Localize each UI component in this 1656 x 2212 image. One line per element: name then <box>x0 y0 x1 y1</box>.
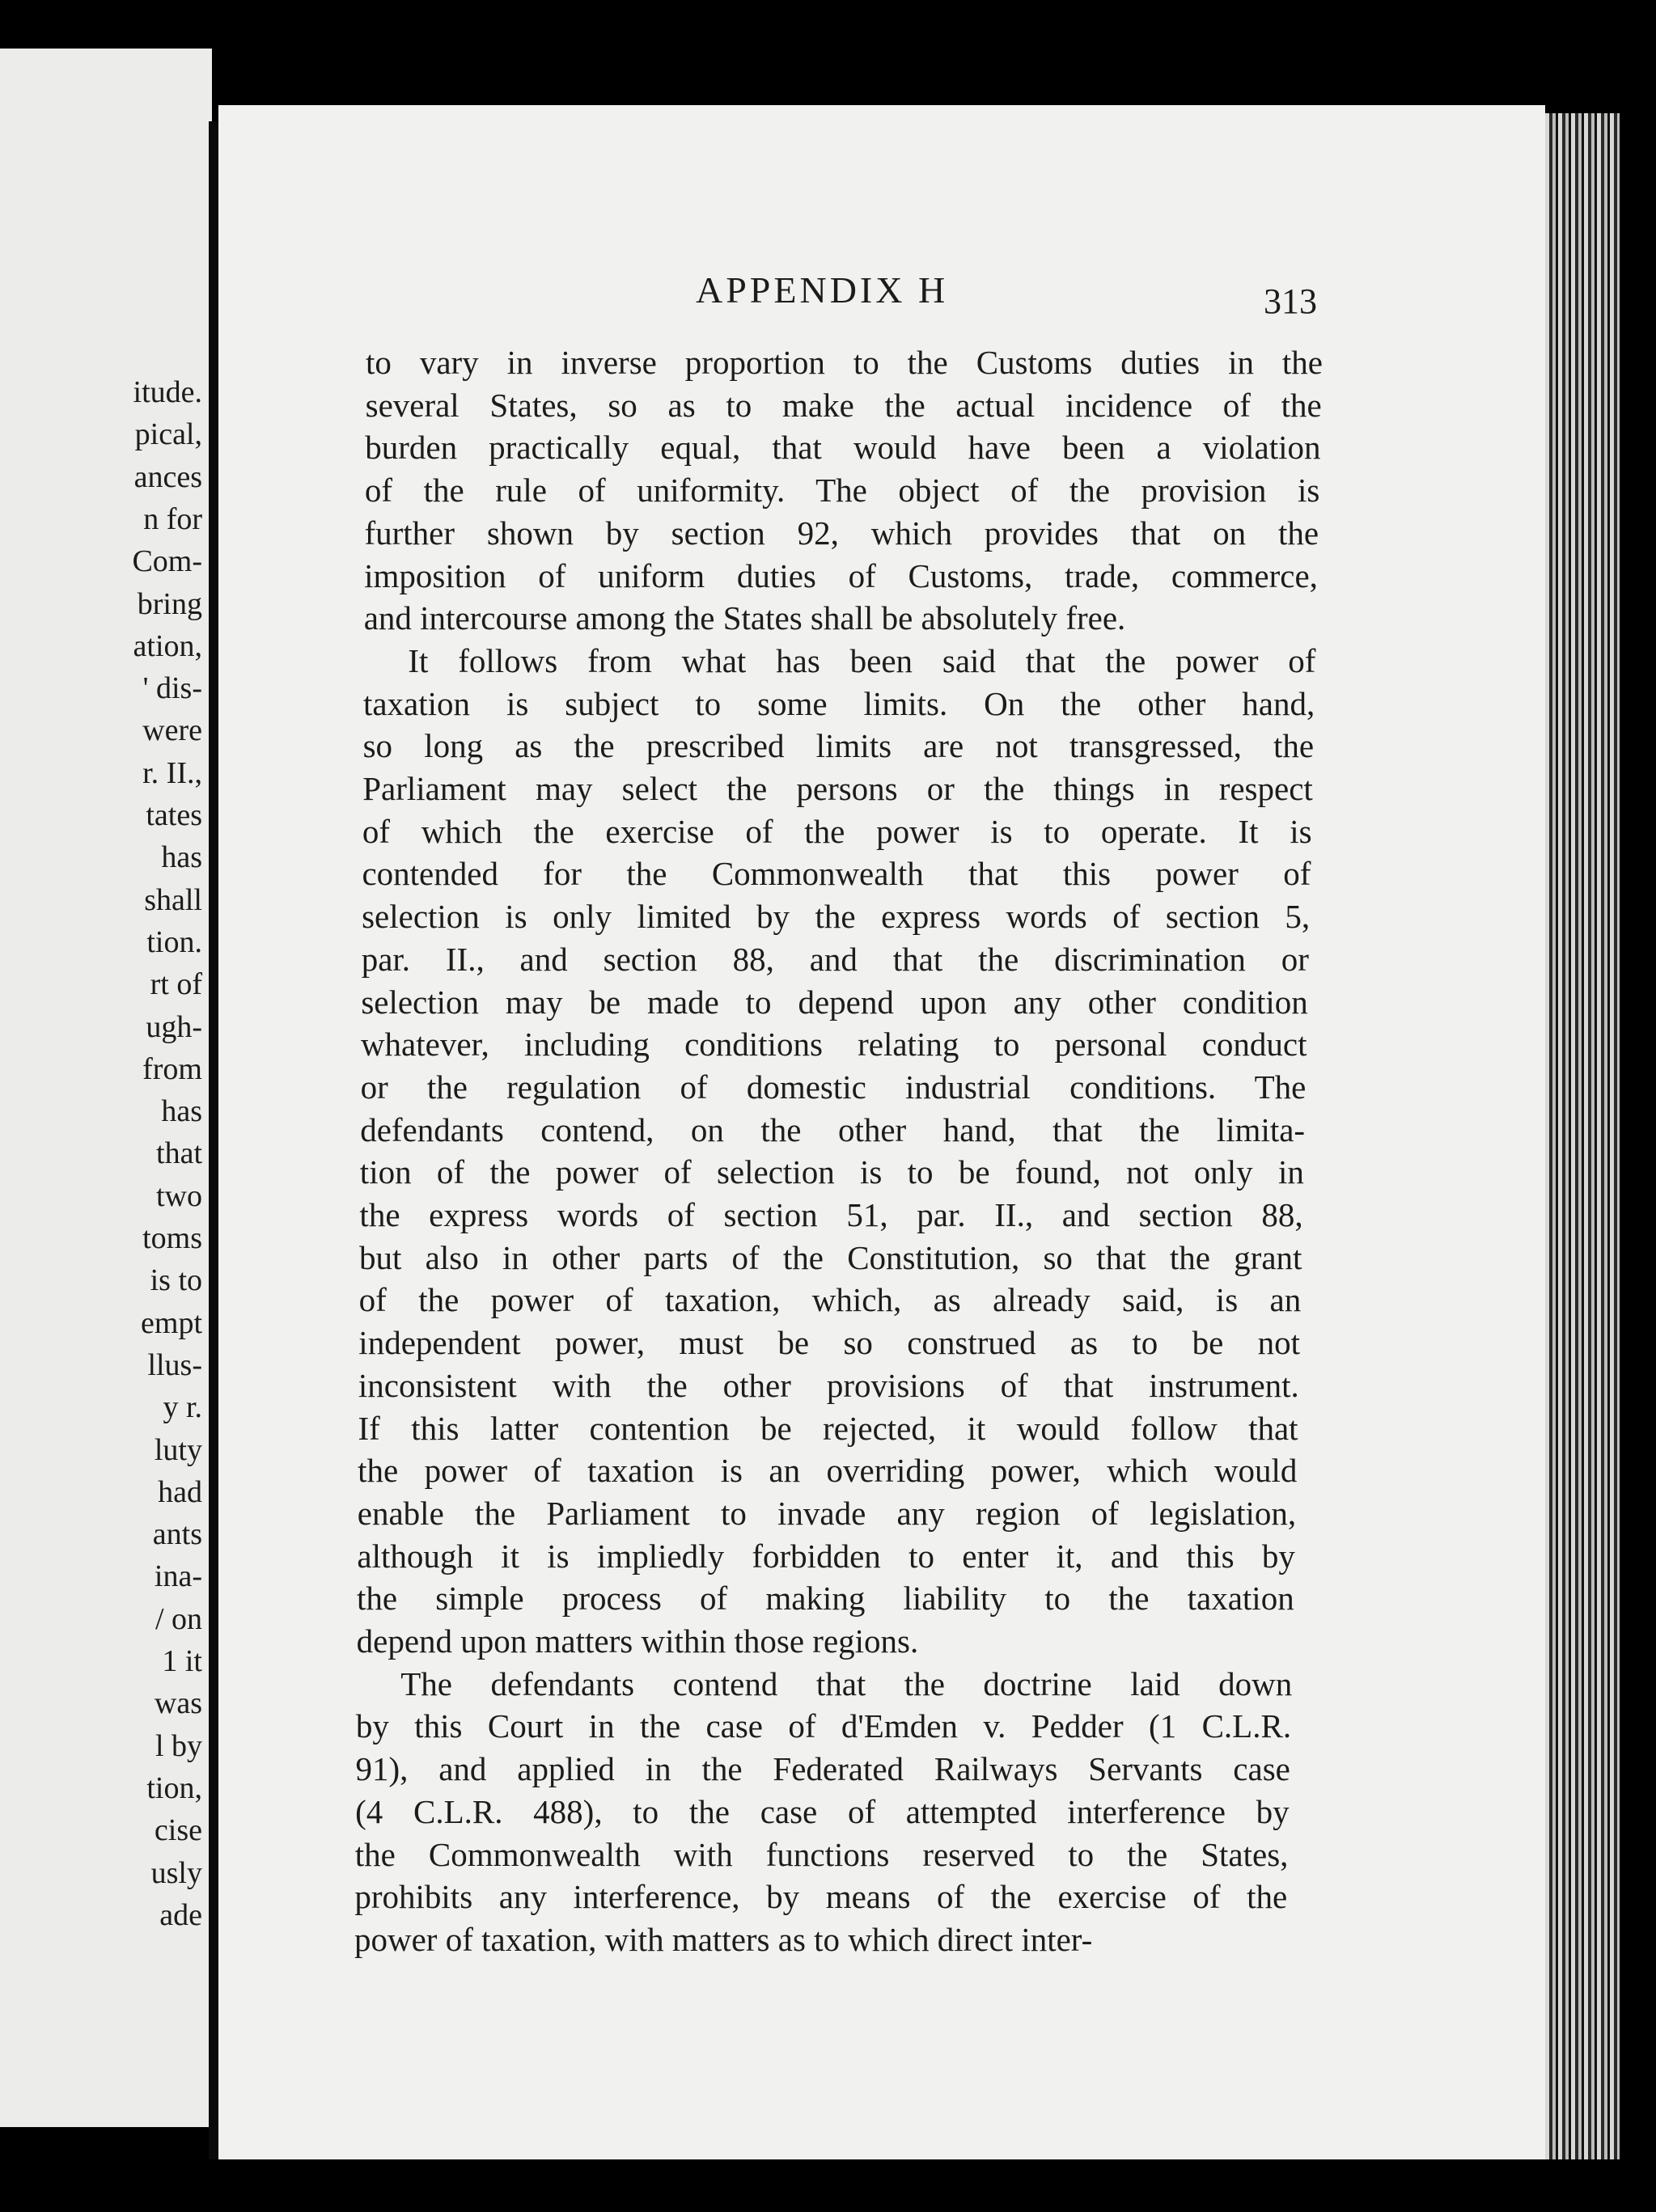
text-line: selection may be made to depend upon any other condition <box>361 983 1308 1021</box>
left-page-fragment: two <box>156 1178 202 1213</box>
text-line: Parliament may select the persons or the things in respect <box>362 770 1313 808</box>
text-line: further shown by section 92, which provides that on the <box>364 514 1319 552</box>
left-page-fragment: empt <box>141 1305 202 1340</box>
text-line: contended for the Commonwealth that this power of <box>362 855 1311 893</box>
text-line: several States, so as to make the actual incidence of the <box>365 386 1322 424</box>
text-line: tion of the power of selection is to be found, not only in <box>359 1153 1304 1191</box>
left-page-fragment: shall <box>144 882 202 917</box>
text-line: by this Court in the case of d'Emden v. Pedder (1 C.L.R. <box>355 1707 1292 1745</box>
left-page-fragment: bring <box>137 586 202 621</box>
text-line: selection is only limited by the express words of section 5, <box>362 898 1311 936</box>
text-line: the power of taxation is an overriding power, which would <box>358 1452 1298 1490</box>
text-line: although it is impliedly forbidden to enter it, and this by <box>357 1537 1295 1575</box>
left-page-fragment: that <box>156 1136 202 1171</box>
left-page-fragment: pical, <box>134 417 202 452</box>
left-page-fragment: cise <box>154 1813 202 1848</box>
left-page-fragment: ugh- <box>146 1009 202 1044</box>
text-line: or the regulation of domestic industrial conditions. The <box>360 1068 1307 1106</box>
text-line: It follows from what has been said that the power of <box>408 641 1316 679</box>
left-page-fragment: were <box>142 713 202 748</box>
left-page-fragment: tates <box>146 798 202 832</box>
running-head: APPENDIX H <box>696 269 949 311</box>
text-line: the express words of section 51, par. II., and section 88, <box>359 1196 1303 1234</box>
left-page-fragment: itude. <box>133 375 202 409</box>
page-number: 313 <box>1264 281 1317 321</box>
left-page-fragment: y r. <box>163 1390 202 1425</box>
text-line: whatever, including conditions relating to personal conduct <box>360 1026 1307 1064</box>
left-page-fragment: / on <box>155 1601 202 1636</box>
left-page-fragment: ation, <box>133 628 202 663</box>
left-page-fragment: usly <box>150 1855 202 1890</box>
text-line: defendants contend, on the other hand, that the limita- <box>360 1110 1306 1148</box>
text-line: imposition of uniform duties of Customs, trade, commerce, <box>364 556 1318 594</box>
text-line: of the rule of uniformity. The object of the provision is <box>364 472 1320 510</box>
text-line: power of taxation, with matters as to which direct inter- <box>354 1921 1093 1958</box>
left-page-fragment: ade <box>159 1897 202 1932</box>
left-page-fragment: tion. <box>146 924 202 959</box>
left-page-fragment: llus- <box>147 1347 202 1382</box>
left-page-fragment: l by <box>155 1728 202 1763</box>
left-page-fragment: ina- <box>154 1559 202 1594</box>
text-line: enable the Parliament to invade any region of legislation, <box>357 1494 1297 1532</box>
left-page-fragment: had <box>158 1474 202 1509</box>
left-page-fragment: ants <box>152 1517 202 1552</box>
left-page-fragment: Com- <box>132 544 202 579</box>
text-line: inconsistent with the other provisions of that instrument. <box>358 1366 1299 1404</box>
text-line: of the power of taxation, which, as already said, is an <box>358 1281 1302 1319</box>
text-line: The defendants contend that the doctrine laid down <box>400 1664 1293 1702</box>
text-line: If this latter contention be rejected, it would follow that <box>358 1409 1298 1447</box>
text-line: burden practically equal, that would have been a violation <box>365 429 1321 467</box>
left-page-fragment: has <box>161 1094 202 1129</box>
left-page-fragment: 1 it <box>162 1644 202 1678</box>
left-page-fragment: ' dis- <box>142 671 202 706</box>
text-line: prohibits any interference, by means of the exercise of the <box>354 1878 1288 1916</box>
left-page-fragment: is to <box>150 1263 202 1298</box>
text-line: 91), and applied in the Federated Railways Servants case <box>355 1750 1290 1788</box>
left-page-fragment: tion, <box>146 1770 202 1805</box>
left-page-fragment: luty <box>154 1432 202 1467</box>
text-line: but also in other parts of the Constitution, so that the grant <box>359 1238 1302 1276</box>
left-page-fragment: r. II., <box>142 755 202 790</box>
text-line: (4 C.L.R. 488), to the case of attempted interference by <box>355 1792 1290 1830</box>
left-page-fragment: ances <box>133 459 202 494</box>
left-page-fragment: toms <box>142 1221 202 1255</box>
text-line: the Commonwealth with functions reserved to the States, <box>354 1835 1289 1873</box>
text-line: and intercourse among the States shall be absolutely free. <box>363 599 1126 637</box>
text-line: of which the exercise of the power is to operate. It is <box>362 812 1312 850</box>
text-line: depend upon matters within those regions. <box>356 1622 919 1660</box>
text-line: the simple process of making liability to the taxation <box>357 1580 1294 1618</box>
text-line: to vary in inverse proportion to the Customs duties in the <box>366 344 1323 381</box>
text-line: taxation is subject to some limits. On the other hand, <box>362 684 1315 722</box>
left-page-fragment: has <box>161 840 202 875</box>
left-page-fragment: was <box>154 1686 202 1721</box>
text-line: par. II., and section 88, and that the discrimination or <box>361 940 1309 978</box>
left-page-fragment: rt of <box>150 967 202 1002</box>
text-line: so long as the prescribed limits are not transgressed, the <box>362 727 1315 765</box>
left-page-fragment: n for <box>143 501 202 536</box>
left-page-fragment: from <box>142 1051 202 1086</box>
text-line: independent power, must be so construed as to be not <box>358 1324 1301 1362</box>
